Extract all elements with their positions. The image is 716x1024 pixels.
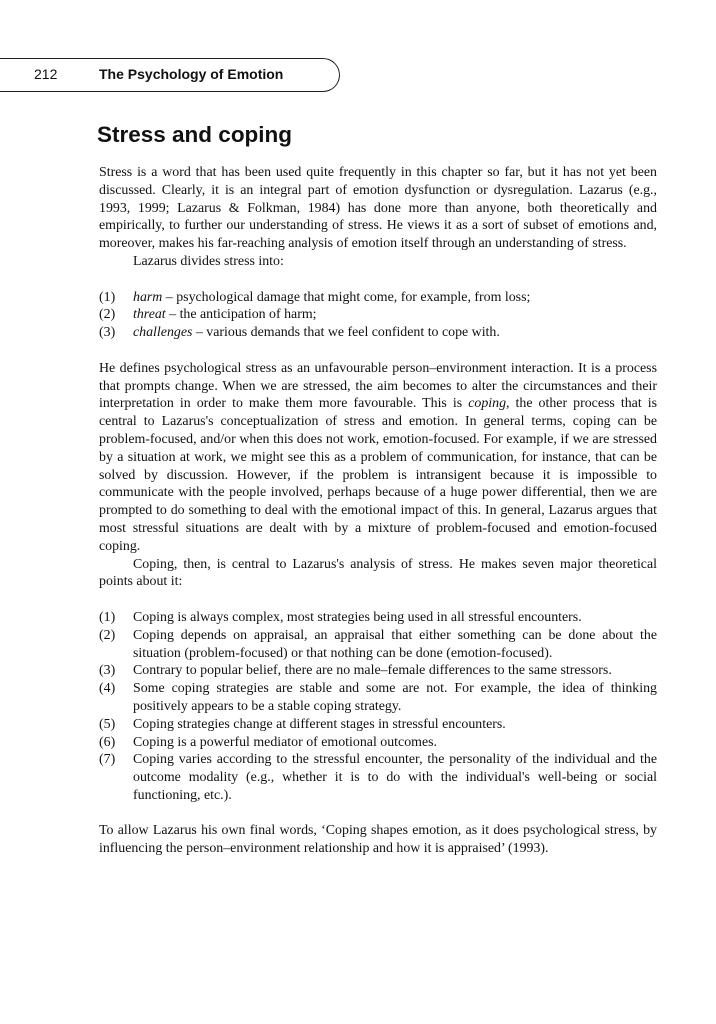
paragraph-coping-points-lead: Coping, then, is central to Lazarus's analysis of stress. He makes seven major theoretical points about it:: [99, 556, 657, 590]
stress-types-list: [99, 289, 657, 342]
list-item: (6) Coping is a powerful mediator of emotional outcomes.: [99, 734, 437, 750]
list-item: (5) Coping strategies change at different stages in stressful encounters.: [99, 716, 506, 732]
list-item: (2) threat – the anticipation of harm;: [99, 307, 317, 323]
list-item: (4) Some coping strategies are stable and some are not. For example, the idea of thinking positively appears to be a stable coping strategy.: [99, 681, 657, 714]
list-item: (7) Coping varies according to the stressful encounter, the personality of the individual and the outcome modality (e.g., whether it is to do with the individual's well-being or social functioning, etc.).: [99, 752, 657, 803]
page-number: 212: [34, 66, 58, 82]
paragraph-coping-definition: He defines psychological stress as an unfavourable person–environment interaction. It is a process that prompts change. When we are stressed, the aim becomes to alter the circumstances and their interpretation in order to make them more favourable. This is coping, the other process that is central to Lazarus's conceptualization of stress and emotion. In general terms, coping can be problem-focused, and/or when this does not work, emotion-focused. For example, if we are stressed by a situation at work, we might see this as a problem of communication, for instance, that can be solved by discussion. However, if the problem is intransigent because it is impossible to communicate with the people involved, perhaps because of a huge power differential, then we are prompted to do something to deal with the emotional impact of this. In general, Lazarus argues that most stressful situations are dealt with by a mixture of problem-focused and emotion-focused coping.: [99, 360, 657, 554]
section-title: Stress and coping: [97, 122, 293, 147]
list-item: (1) harm – psychological damage that might come, for example, from loss;: [99, 289, 531, 305]
coping-points-list: [99, 609, 657, 805]
list-item: (3) Contrary to popular belief, there are no male–female differences to the same stressors.: [99, 663, 612, 679]
paragraph-intro: Stress is a word that has been used quite frequently in this chapter so far, but it has not yet been discussed. Clearly, it is an integral part of emotion dysfunction or dysregulation. Lazarus (e.g., 1993, 1999; Lazarus & Folkman, 1984) has done more than anyone, both theoretically and empirically, to further our understanding of stress. He views it as a sort of subset of emotions and, moreover, makes his far-reaching analysis of emotion itself through an understanding of stress.: [99, 165, 657, 252]
paragraph-conclusion: To allow Lazarus his own final words, ‘Coping shapes emotion, as it does psychological stress, by influencing the person–environment relationship and how it is appraised’ (1993).: [99, 823, 657, 857]
running-head: The Psychology of Emotion: [99, 66, 284, 82]
list-item: (3) challenges – various demands that we feel confident to cope with.: [99, 325, 500, 341]
body-text: [99, 164, 657, 858]
list-item: (2) Coping depends on appraisal, an appraisal that either something can be done about the situation (problem-focused) or that nothing can be done (emotion-focused).: [99, 627, 657, 661]
list-item: (1) Coping is always complex, most strategies being used in all stressful encounters.: [99, 609, 582, 625]
paragraph-stress-types-lead: Lazarus divides stress into:: [133, 253, 284, 269]
